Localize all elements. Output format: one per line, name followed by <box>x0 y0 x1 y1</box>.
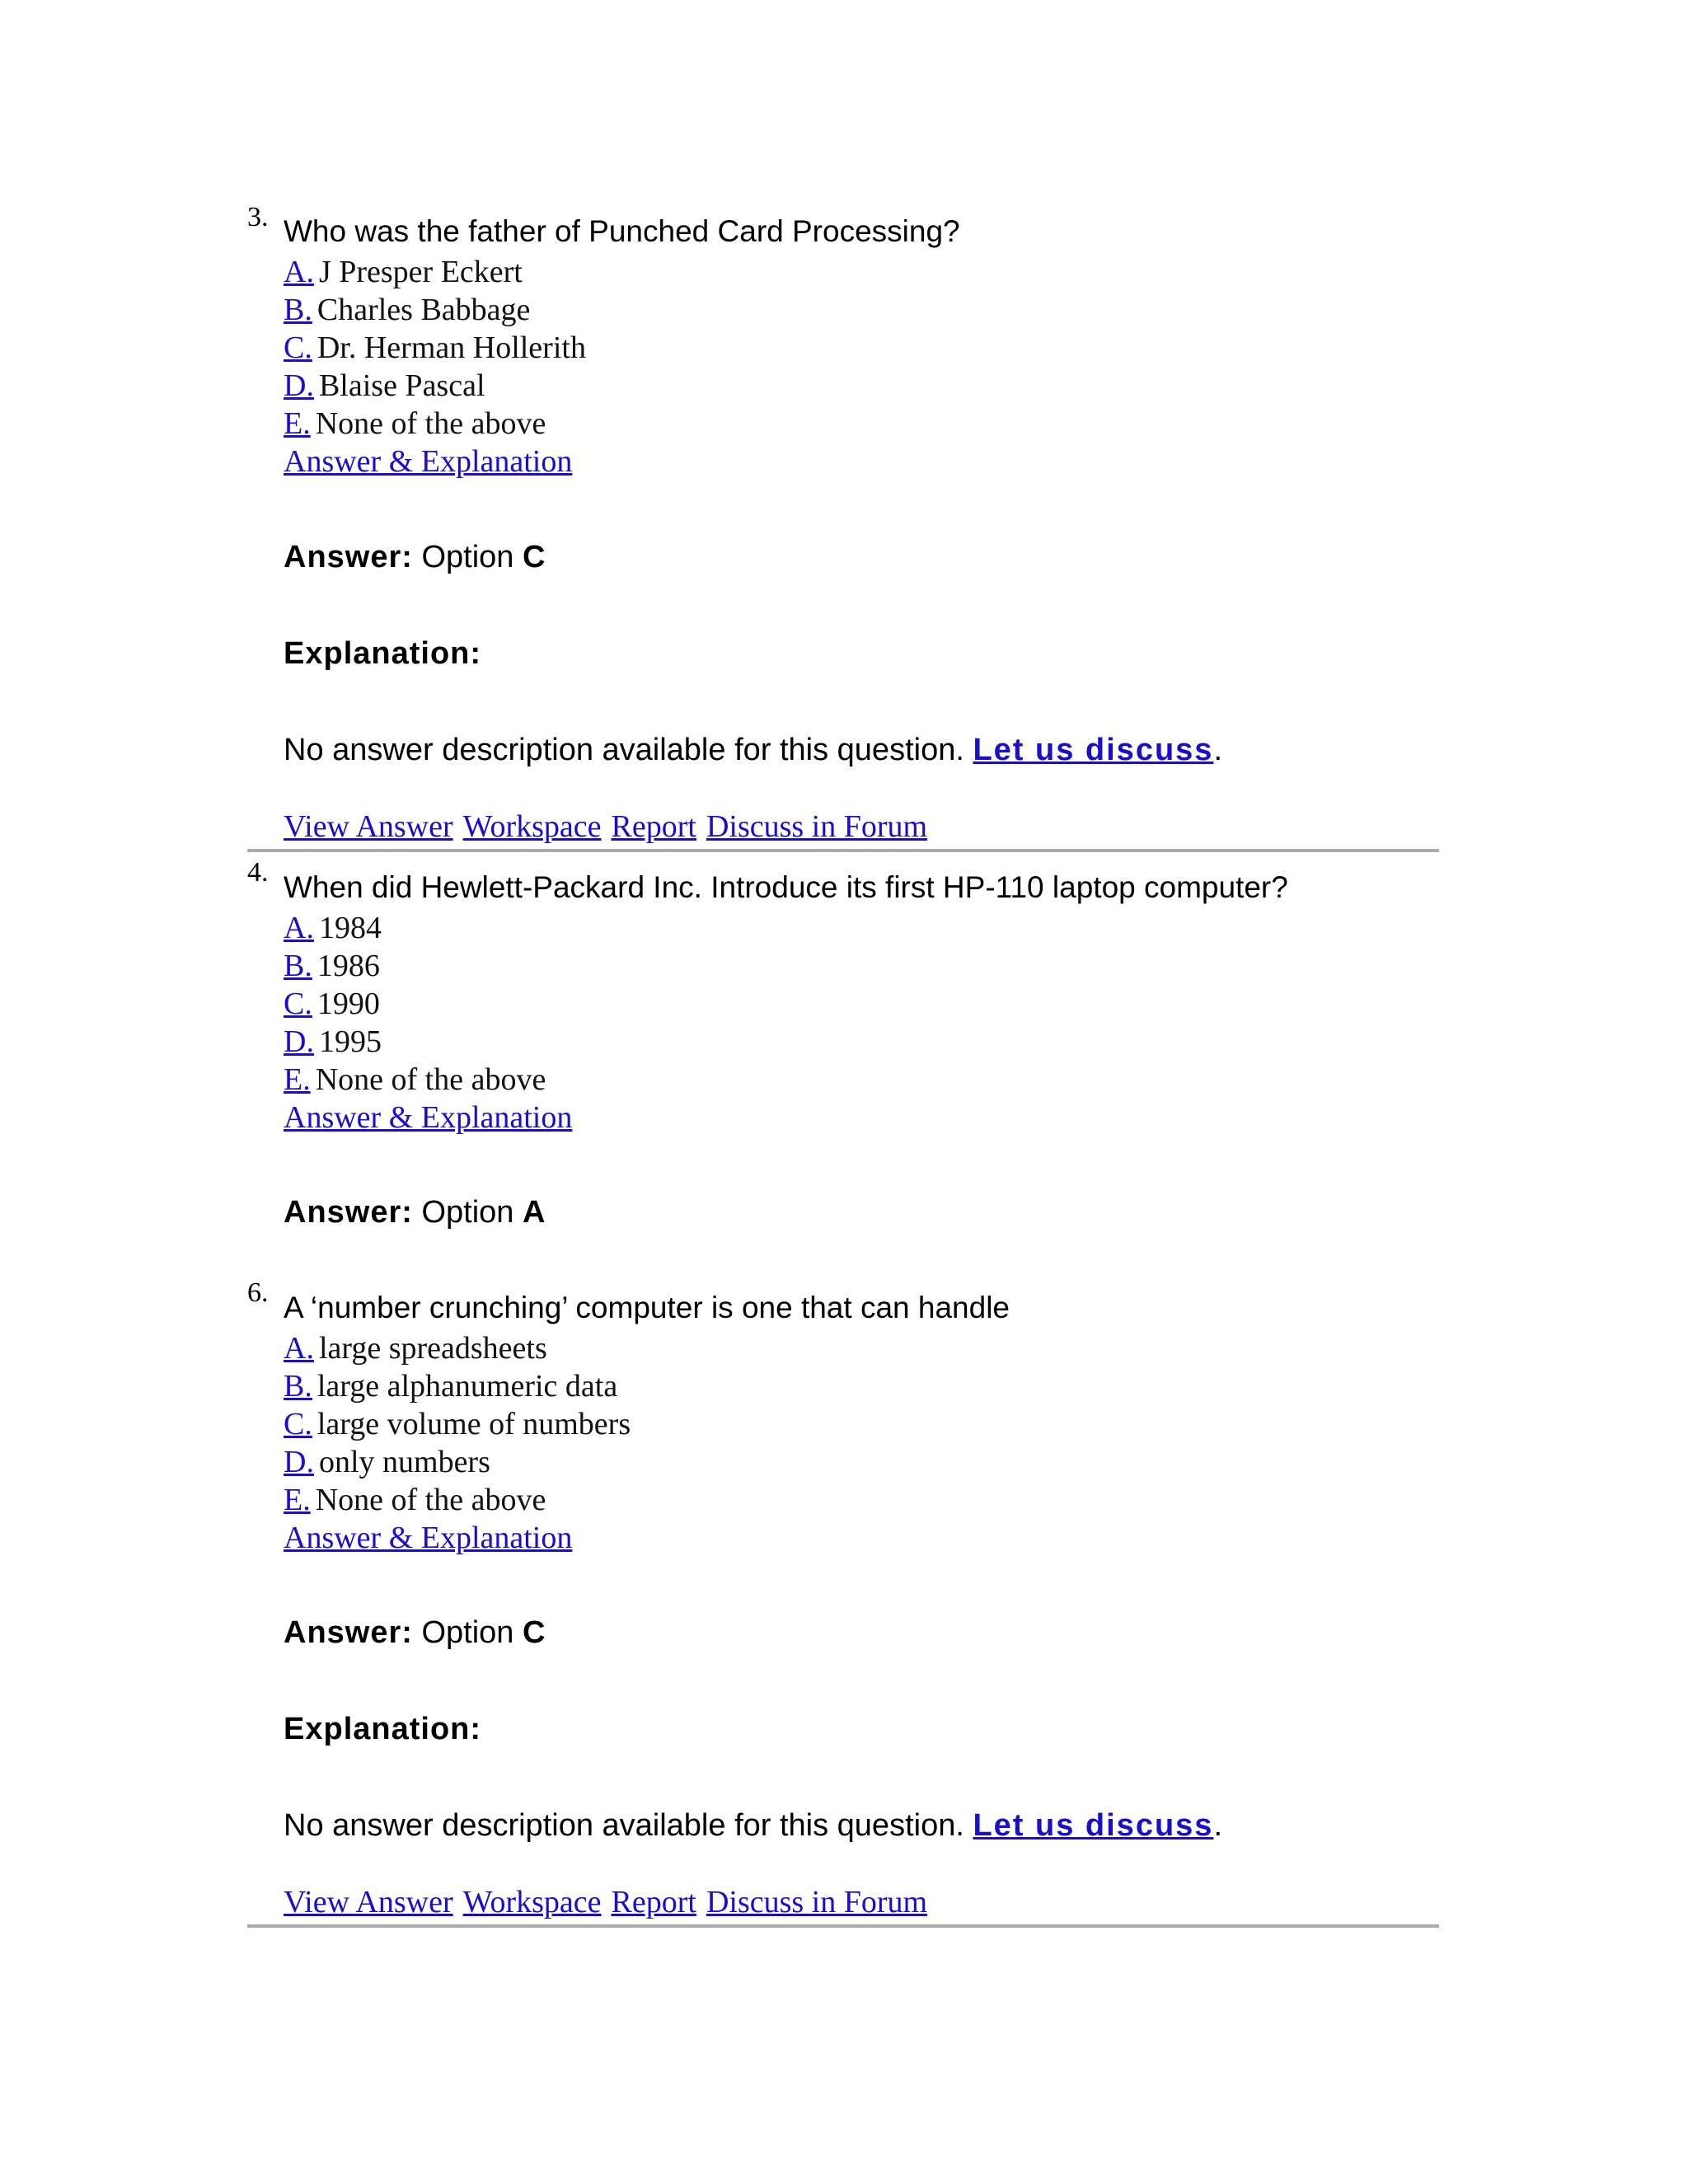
answer-explanation-link[interactable]: Answer & Explanation <box>284 1521 573 1555</box>
option-text: 1995 <box>318 1024 382 1059</box>
explanation-text: No answer description available for this question. <box>284 1808 964 1843</box>
explanation-heading: Explanation: <box>284 636 482 671</box>
question-footer-links <box>284 1884 934 1920</box>
explanation-period: . <box>1213 733 1222 767</box>
option-item <box>284 947 572 985</box>
option-letter-link[interactable]: B. <box>284 949 312 983</box>
answer-value: C <box>523 540 546 574</box>
answer-value: A <box>523 1195 546 1230</box>
option-letter-link[interactable]: E. <box>284 1062 311 1097</box>
option-item <box>284 1329 631 1367</box>
option-text: 1984 <box>318 911 382 945</box>
option-letter-link[interactable]: C. <box>284 1407 312 1441</box>
answer-line <box>284 540 545 575</box>
option-letter-link[interactable]: D. <box>284 368 314 403</box>
option-item <box>284 1099 572 1137</box>
answer-value: C <box>523 1615 546 1650</box>
option-item <box>284 985 572 1023</box>
option-text: Blaise Pascal <box>318 368 485 403</box>
let-us-discuss-link[interactable]: Let us discuss <box>973 1808 1214 1843</box>
option-letter-link[interactable]: B. <box>284 293 312 327</box>
option-text: large alphanumeric data <box>316 1369 618 1404</box>
option-text: only numbers <box>318 1445 490 1479</box>
option-text: large spreadsheets <box>318 1331 547 1366</box>
answer-explanation-link[interactable]: Answer & Explanation <box>284 1100 573 1135</box>
question-text: A ‘number crunching’ computer is one that can handle <box>284 1291 1010 1324</box>
option-item <box>284 1481 631 1519</box>
question-divider <box>247 849 1439 852</box>
option-item <box>284 253 586 291</box>
option-item <box>284 909 572 947</box>
option-item <box>284 329 586 367</box>
explanation-period: . <box>1213 1808 1222 1843</box>
option-item <box>284 1405 631 1443</box>
question-text: Who was the father of Punched Card Processing? <box>284 214 960 248</box>
options-list <box>284 1329 631 1557</box>
option-text: None of the above <box>315 1483 546 1517</box>
option-letter-link[interactable]: A. <box>284 911 314 945</box>
view-answer-link[interactable]: View Answer <box>284 809 453 844</box>
option-item <box>284 1061 572 1099</box>
workspace-link[interactable]: Workspace <box>462 1885 602 1919</box>
answer-label: Answer: <box>284 1195 413 1230</box>
question-text: When did Hewlett-Packard Inc. Introduce its first HP-110 laptop computer? <box>284 870 1288 904</box>
option-letter-link[interactable]: A. <box>284 255 314 289</box>
option-item <box>284 1367 631 1405</box>
answer-label: Answer: <box>284 1615 413 1650</box>
option-text: 1986 <box>316 949 380 983</box>
answer-explanation-link[interactable]: Answer & Explanation <box>284 444 573 479</box>
option-text: None of the above <box>315 1062 546 1097</box>
question-number: 4. <box>247 857 269 888</box>
question-number: 3. <box>247 202 269 232</box>
option-letter-link[interactable]: C. <box>284 987 312 1021</box>
option-text: J Presper Eckert <box>318 255 523 289</box>
option-item <box>284 1443 631 1481</box>
answer-line <box>284 1615 545 1651</box>
option-letter-link[interactable]: E. <box>284 406 311 441</box>
workspace-link[interactable]: Workspace <box>462 809 602 844</box>
explanation-text-line <box>284 733 1222 768</box>
option-text: 1990 <box>316 987 380 1021</box>
option-letter-link[interactable]: B. <box>284 1369 312 1404</box>
let-us-discuss-link[interactable]: Let us discuss <box>973 733 1214 767</box>
option-item <box>284 405 586 443</box>
discuss-in-forum-link[interactable]: Discuss in Forum <box>706 1885 928 1919</box>
explanation-heading: Explanation: <box>284 1712 482 1746</box>
options-list <box>284 909 572 1137</box>
answer-prefix: Option <box>421 1195 514 1230</box>
explanation-text-line <box>284 1808 1222 1844</box>
option-item <box>284 443 586 480</box>
report-link[interactable]: Report <box>611 1885 696 1919</box>
question-divider <box>247 1924 1439 1928</box>
answer-prefix: Option <box>421 1615 514 1650</box>
discuss-in-forum-link[interactable]: Discuss in Forum <box>706 809 928 844</box>
explanation-text: No answer description available for this question. <box>284 733 964 767</box>
option-item <box>284 1023 572 1061</box>
options-list <box>284 253 586 480</box>
option-text: None of the above <box>315 406 546 441</box>
answer-label: Answer: <box>284 540 413 574</box>
option-item <box>284 367 586 405</box>
option-letter-link[interactable]: C. <box>284 330 312 365</box>
report-link[interactable]: Report <box>611 809 696 844</box>
question-number: 6. <box>247 1277 269 1308</box>
option-item <box>284 1519 631 1557</box>
option-letter-link[interactable]: A. <box>284 1331 314 1366</box>
option-text: Dr. Herman Hollerith <box>316 330 586 365</box>
answer-prefix: Option <box>421 540 514 574</box>
option-letter-link[interactable]: E. <box>284 1483 311 1517</box>
view-answer-link[interactable]: View Answer <box>284 1885 453 1919</box>
answer-line <box>284 1195 545 1230</box>
option-letter-link[interactable]: D. <box>284 1024 314 1059</box>
question-footer-links <box>284 808 934 845</box>
option-letter-link[interactable]: D. <box>284 1445 314 1479</box>
option-text: large volume of numbers <box>316 1407 631 1441</box>
option-item <box>284 291 586 329</box>
option-text: Charles Babbage <box>316 293 531 327</box>
